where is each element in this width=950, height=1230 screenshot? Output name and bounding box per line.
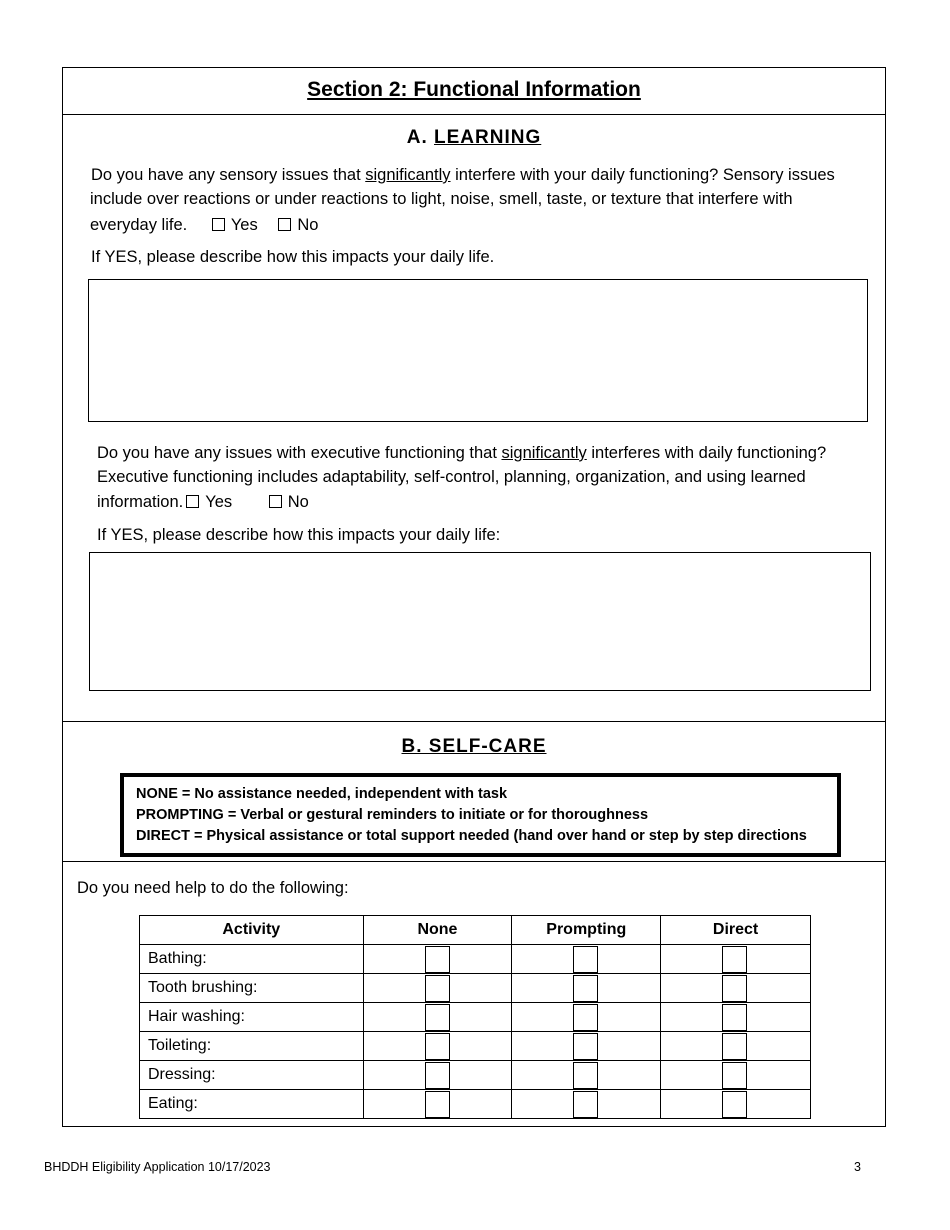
none-checkbox[interactable] — [425, 1004, 450, 1031]
prompting-checkbox[interactable] — [573, 946, 598, 973]
legend-prompting: PROMPTING = Verbal or gestural reminders to initiate or for thoroughness — [136, 807, 649, 823]
footer-page-number: 3 — [854, 1160, 861, 1174]
section-divider — [63, 861, 885, 862]
direct-checkbox[interactable] — [722, 946, 747, 973]
column-header-activity: Activity — [140, 916, 364, 945]
table-row — [140, 945, 811, 974]
activity-label: Dressing: — [140, 1061, 364, 1090]
none-checkbox[interactable] — [425, 1091, 450, 1118]
sensory-yes-label: Yes — [230, 216, 258, 234]
learning-title: LEARNING — [434, 127, 542, 148]
prompting-checkbox[interactable] — [573, 1091, 598, 1118]
legend-none: NONE = No assistance needed, independent with task — [136, 786, 508, 802]
none-checkbox[interactable] — [425, 1062, 450, 1089]
executive-followup-label: If YES, please describe how this impacts your daily life: — [97, 526, 501, 544]
column-header-prompting: Prompting — [512, 916, 661, 945]
activity-label: Toileting: — [140, 1032, 364, 1061]
direct-checkbox[interactable] — [722, 1033, 747, 1060]
column-header-none: None — [363, 916, 512, 945]
learning-letter: A. — [406, 127, 428, 148]
none-checkbox[interactable] — [425, 946, 450, 973]
activity-table — [139, 915, 811, 1119]
none-checkbox[interactable] — [425, 975, 450, 1002]
question-executive: Do you have any issues with executive functioning that significantly interferes with daily functioning? Executive functioning includes adaptability, self-control, planning, organization, and using learned information. Yes No — [97, 444, 827, 511]
executive-yes-checkbox[interactable] — [186, 495, 199, 508]
executive-yes-label: Yes — [205, 493, 233, 511]
activity-label: Tooth brushing: — [140, 974, 364, 1003]
prompting-checkbox[interactable] — [573, 1062, 598, 1089]
column-header-direct: Direct — [661, 916, 811, 945]
direct-checkbox[interactable] — [722, 975, 747, 1002]
table-header-row — [140, 916, 811, 945]
section-divider — [63, 721, 885, 722]
executive-no-checkbox[interactable] — [269, 495, 282, 508]
form-section-frame — [62, 67, 886, 1127]
table-row — [140, 1061, 811, 1090]
sensory-no-label: No — [297, 216, 319, 234]
prompting-checkbox[interactable] — [573, 1004, 598, 1031]
activity-label: Hair washing: — [140, 1003, 364, 1032]
question-sensory: Do you have any sensory issues that significantly interfere with your daily functioning? Sensory issues include over reactions or under reactions to light, noise, smell, taste, or texture that interfere with everyday life. Yes No — [90, 166, 835, 234]
assistance-legend-box — [120, 773, 841, 857]
executive-no-label: No — [287, 493, 309, 511]
table-row — [140, 974, 811, 1003]
none-checkbox[interactable] — [425, 1033, 450, 1060]
activity-label: Bathing: — [140, 945, 364, 974]
learning-heading — [63, 127, 885, 149]
table-row — [140, 1003, 811, 1032]
activity-label: Eating: — [140, 1090, 364, 1119]
table-row — [140, 1032, 811, 1061]
selfcare-heading: B. SELF-CARE — [401, 736, 547, 757]
executive-description-textarea[interactable] — [89, 552, 871, 691]
direct-checkbox[interactable] — [722, 1062, 747, 1089]
sensory-no-checkbox[interactable] — [278, 218, 291, 231]
legend-direct: DIRECT = Physical assistance or total support needed (hand over hand or step by step directions — [136, 828, 807, 844]
section-title: Section 2: Functional Information — [307, 78, 641, 101]
section-title-row — [63, 68, 885, 115]
footer-document-title: BHDDH Eligibility Application 10/17/2023 — [44, 1160, 271, 1174]
prompting-checkbox[interactable] — [573, 975, 598, 1002]
direct-checkbox[interactable] — [722, 1004, 747, 1031]
sensory-followup-label: If YES, please describe how this impacts your daily life. — [91, 248, 495, 266]
sensory-yes-checkbox[interactable] — [212, 218, 225, 231]
prompting-checkbox[interactable] — [573, 1033, 598, 1060]
sensory-description-textarea[interactable] — [88, 279, 868, 422]
help-prompt: Do you need help to do the following: — [77, 879, 349, 897]
table-row — [140, 1090, 811, 1119]
direct-checkbox[interactable] — [722, 1091, 747, 1118]
